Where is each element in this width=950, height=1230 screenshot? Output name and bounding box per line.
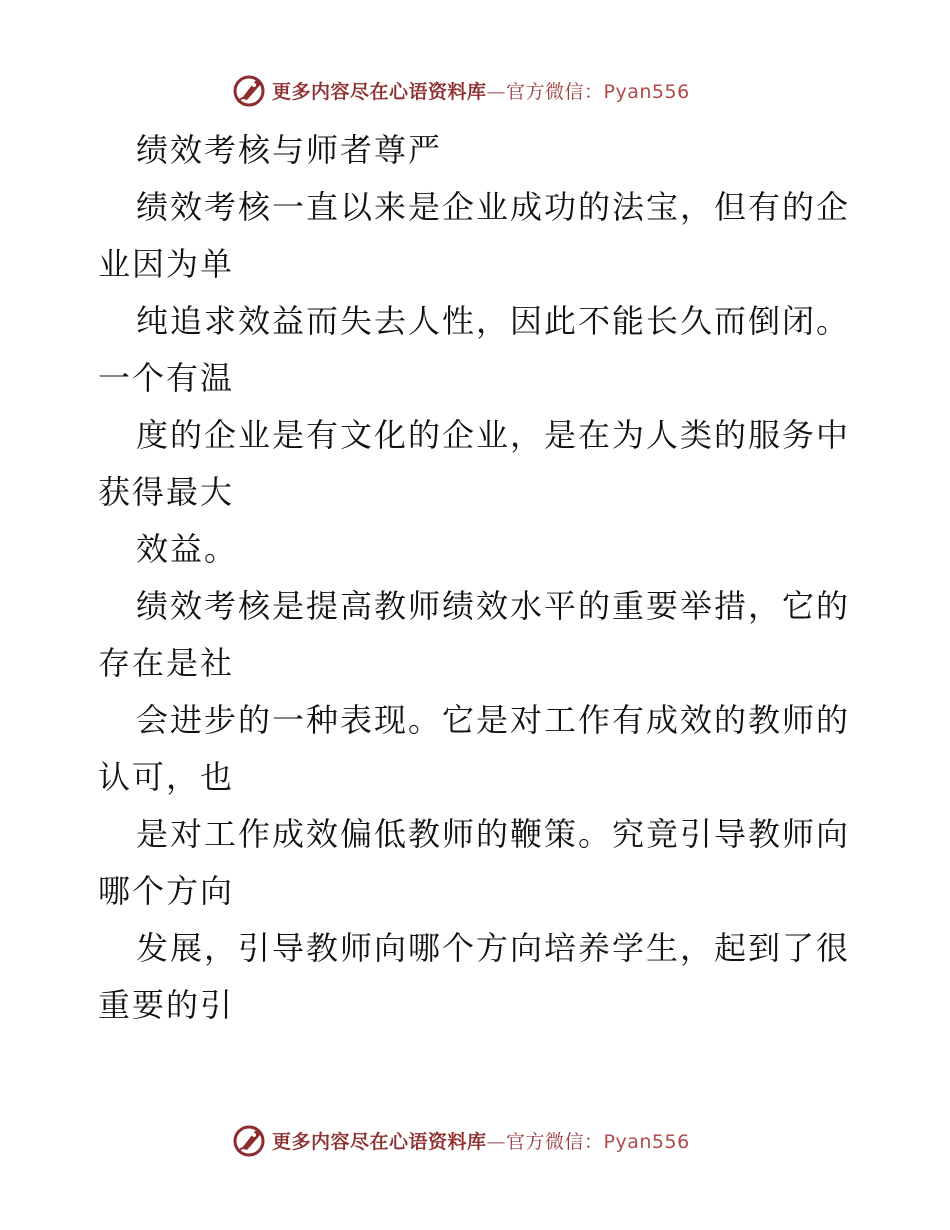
banner-separator: —: [486, 80, 507, 103]
text-line: 一个有温: [98, 359, 235, 397]
document-body: [98, 122, 858, 1034]
text-line: 会进步的一种表现。它是对工作有成效的教师的: [136, 701, 851, 739]
text-line: 哪个方向: [98, 872, 235, 910]
text-line: 获得最大: [98, 473, 235, 511]
pen-nib-logo-icon: [232, 72, 268, 108]
text-line: 绩效考核一直以来是企业成功的法宝，但有的企: [136, 188, 851, 226]
text-line: 认可，也: [98, 758, 235, 796]
text-line: 绩效考核是提高教师绩效水平的重要举措，它的: [136, 587, 851, 625]
footer-banner: [232, 1120, 752, 1160]
banner-wechat-label: 官方微信：: [506, 1130, 604, 1153]
text-line: 重要的引: [98, 986, 235, 1024]
banner-wechat-label: 官方微信：: [506, 80, 604, 103]
text-line: 业因为单: [98, 245, 235, 283]
text-line: 纯追求效益而失去人性，因此不能长久而倒闭。: [136, 302, 851, 340]
text-line: 存在是社: [98, 644, 235, 682]
header-banner: [232, 70, 752, 110]
text-line: 度的企业是有文化的企业，是在为人类的服务中: [136, 416, 851, 454]
text-line: 是对工作成效偏低教师的鞭策。究竟引导教师向: [136, 815, 851, 853]
banner-slogan: 更多内容尽在心语资料库: [272, 1130, 487, 1153]
banner-separator: —: [486, 1130, 507, 1153]
banner-wechat-id: Pyan556: [603, 1130, 690, 1153]
pen-nib-logo-icon: [232, 1122, 268, 1158]
banner-slogan: 更多内容尽在心语资料库: [272, 80, 487, 103]
text-line: 发展，引导教师向哪个方向培养学生，起到了很: [136, 929, 851, 967]
text-line: 效益。: [136, 530, 239, 568]
banner-wechat-id: Pyan556: [603, 80, 690, 103]
document-title: 绩效考核与师者尊严: [136, 131, 443, 169]
